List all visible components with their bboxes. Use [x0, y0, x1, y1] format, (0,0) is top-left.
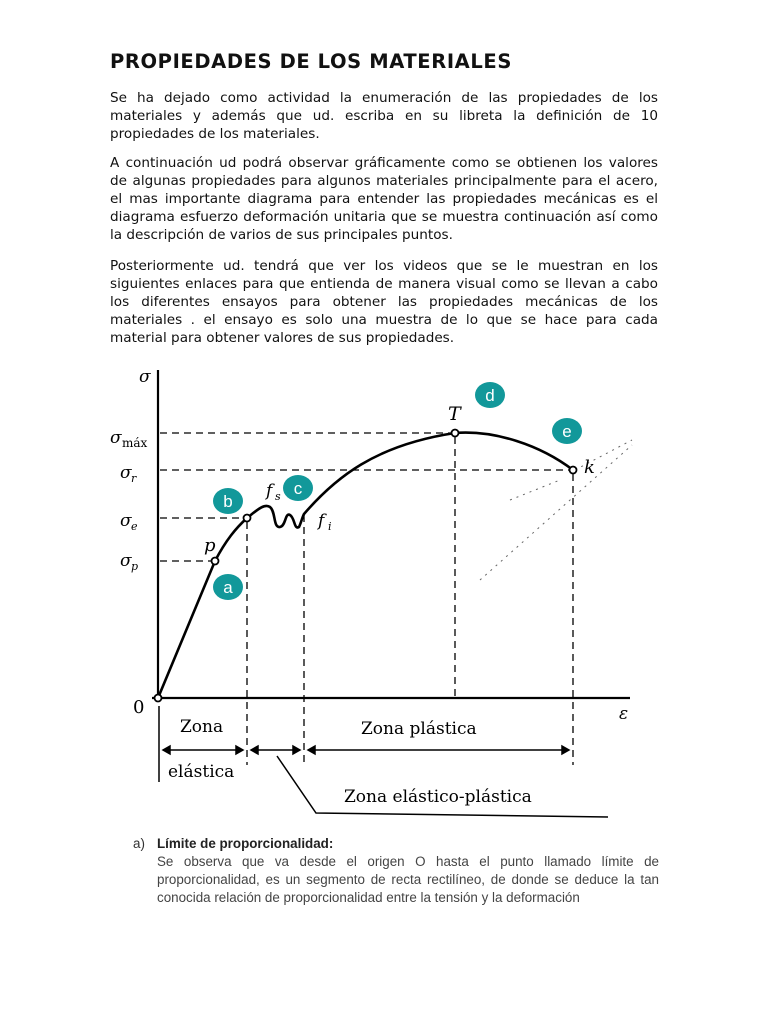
marker-b [213, 488, 243, 514]
label-T: T [448, 403, 461, 425]
label-fs-sub: s [275, 490, 281, 503]
label-p: p [204, 535, 216, 556]
zone-labels [168, 717, 532, 807]
label-sigma-p-sub: p [131, 560, 139, 573]
zone-elastic-line1: Zona [180, 717, 224, 737]
zone-plastic: Zona plástica [361, 719, 477, 739]
unloading-lines [480, 440, 632, 580]
label-sigma-e-sub: e [131, 520, 138, 533]
marker-a [213, 574, 243, 600]
section-heading: Límite de proporcionalidad: [157, 836, 334, 851]
stress-strain-curve [158, 433, 573, 698]
paragraph-activity: Se ha dejado como actividad la enumeración de las propiedades de los materiales y además que ud. escriba en su libreta la definición de 10 propiedades de los materiales. [110, 90, 658, 142]
svg-text:e: e [562, 422, 572, 441]
x-axis-label: ε [619, 704, 629, 724]
label-sigma-r: σ [120, 463, 132, 483]
label-sigma-e: σ [120, 511, 132, 531]
list-marker: a) [133, 836, 145, 851]
svg-text:a: a [223, 578, 233, 597]
diagram-axes [152, 370, 630, 700]
label-fi: f [318, 511, 325, 531]
paragraph-videos: Posteriormente ud. tendrá que ver los videos que se le muestran en los siguientes enlaces para que entienda de manera visual como se llevan a cabo los diferentes ensayos para obtener las propiedades mecánicas de los materiales . el ensayo es solo una muestra de lo que se hace para cada material para obtener valores de sus propiedades. [110, 258, 658, 346]
origin-label: 0 [133, 697, 145, 718]
label-k: k [584, 457, 595, 478]
y-tick-labels [110, 428, 148, 573]
zone-elastic-plastic: Zona elástico-plástica [344, 787, 532, 807]
svg-text:d: d [485, 386, 495, 405]
point-labels [204, 403, 595, 556]
svg-text:b: b [223, 492, 233, 511]
y-axis-label: σ [139, 367, 151, 387]
page-title: PROPIEDADES DE LOS MATERIALES [110, 50, 512, 73]
label-sigma-p: σ [120, 551, 132, 571]
marker-d [475, 382, 505, 408]
label-sigma-max: σ [110, 428, 122, 448]
label-sigma-r-sub: r [131, 472, 137, 485]
zone-elastic-line2: elástica [168, 762, 235, 782]
label-fi-sub: i [328, 520, 332, 533]
label-fs: f [266, 481, 273, 501]
svg-text:c: c [293, 479, 303, 498]
stress-strain-diagram [100, 355, 660, 830]
marker-e [552, 418, 582, 444]
paragraph-diagram-intro: A continuación ud podrá observar gráficamente como se obtienen los valores de algunas propiedades para algunos materiales principalmente para el acero, el mas importante diagrama para entender las propiedades mecánicas es el diagrama esfuerzo deformación unitaria que se muestra continuación así como la descripción de varios de sus principales puntos. [110, 155, 658, 243]
section-text: Se observa que va desde el origen O hasta el punto llamado límite de proporcionalidad, es un segmento de recta rectilíneo, de donde se deduce la tan conocida relación de proporcionalidad entre la tensión y la deformación [157, 854, 659, 905]
marker-c [283, 475, 313, 501]
label-sigma-max-sub: máx [122, 436, 148, 450]
